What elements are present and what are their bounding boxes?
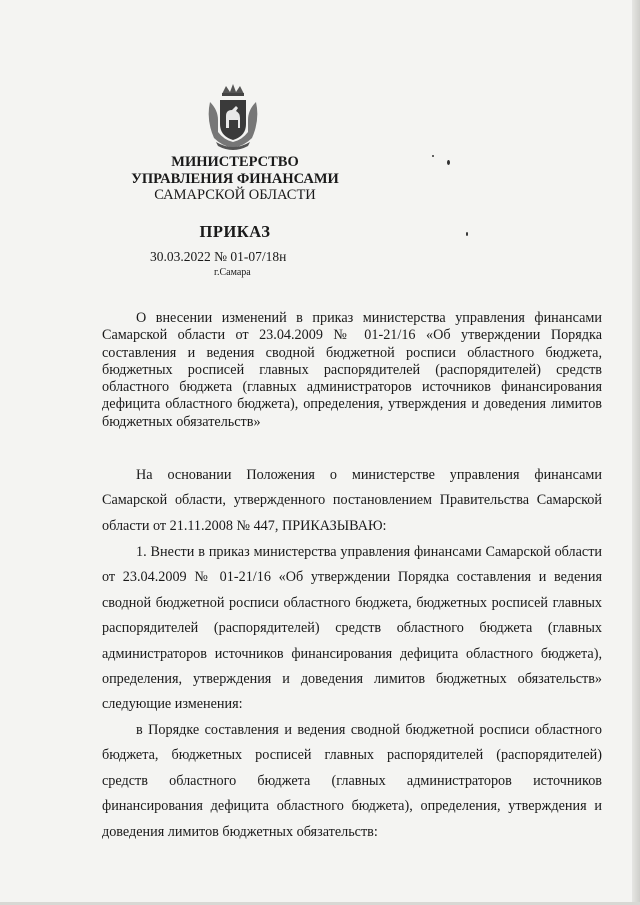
order-subject: О внесении изменений в приказ министерства управления финансами Самарской области от 23.04.2009 № 01-21/16 «Об утверждении Порядка составления и ведения сводной бюджетной росписи областного бюджета, бюджетных росписей главных распорядителей (распорядителей) средств областного бюджета (главных администраторов источников финансирования дефицита областного бюджета), определения, утверждения и доведения лимитов бюджетных обязательств» bbox=[102, 310, 602, 430]
scan-edge-right bbox=[632, 0, 640, 905]
order-city: г.Самара bbox=[214, 267, 251, 278]
ministry-name-line-2: УПРАВЛЕНИЯ ФИНАНСАМИ bbox=[131, 171, 339, 187]
ministry-name-line-3: САМАРСКОЙ ОБЛАСТИ bbox=[154, 187, 316, 203]
samara-coat-of-arms-icon bbox=[202, 80, 264, 152]
order-title: ПРИКАЗ bbox=[199, 222, 271, 241]
scan-speck bbox=[447, 160, 450, 165]
body-paragraph-2: 1. Внести в приказ министерства управления финансами Самарской области от 23.04.2009 № 01-21/16 «Об утверждении Порядка составления и ведения сводной бюджетной росписи областного бюджета, бюджетных росписей главных распорядителей (распорядителей) средств областного бюджета (главных администраторов источников финансирования дефицита областного бюджета), определения, утверждения и доведения лимитов бюджетных обязательств» следующие изменения: bbox=[102, 544, 602, 713]
body-paragraph-1: На основании Положения о министерстве управления финансами Самарской области, утвержденного постановлением Правительства Самарской области от 21.11.2008 № 447, ПРИКАЗЫВАЮ: bbox=[102, 467, 602, 534]
ministry-name-line-1: МИНИСТЕРСТВО bbox=[171, 154, 299, 170]
scan-speck bbox=[466, 232, 468, 236]
order-number: 30.03.2022 № 01-07/18н bbox=[150, 249, 287, 264]
scan-speck bbox=[432, 155, 434, 157]
body-paragraph-3: в Порядке составления и ведения сводной бюджетной росписи областного бюджета, бюджетных росписей главных распорядителей (распорядителей) средств областного бюджета (главных администраторов источников финансирования дефицита областного бюджета), определения, утверждения и доведения лимитов бюджетных обязательств: bbox=[102, 722, 602, 840]
